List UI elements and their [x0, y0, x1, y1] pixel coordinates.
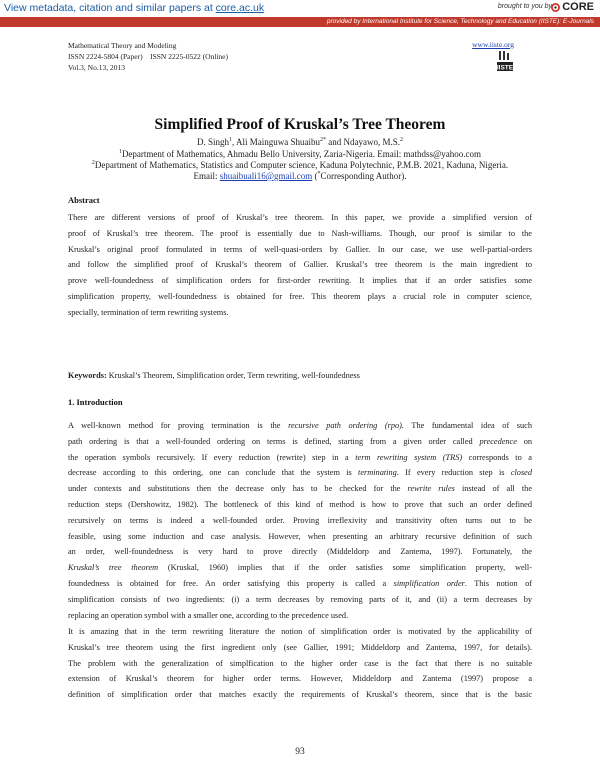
journal-name: Mathematical Theory and Modeling — [68, 41, 177, 50]
text-line — [68, 481, 532, 497]
text-segment: The fundamental idea of such — [403, 421, 532, 430]
core-banner-top — [0, 0, 600, 18]
author-3-sup: 2 — [400, 137, 403, 143]
text-segment: simplification consists of two ingredients: (i) a term decreases by removing parts of it, and (ii) a term decreases by — [68, 594, 532, 604]
author-2: , Ali Mainguwa Shuaibu — [232, 137, 320, 147]
provider-text: provided by International Institute for Science, Technology and Education (IISTE): E-Journals — [326, 18, 594, 25]
text-line: proof of Kruskal’s tree theorem. The proof is essentially due to Nash-williams. Though, our proof is similar to the — [68, 228, 532, 238]
text-line: simplification property, well-foundedness is obtained for free. This theorem plays a crucial role in computer science, — [68, 291, 532, 301]
journal-issn: ISSN 2224-5804 (Paper) ISSN 2225-0522 (Online) — [68, 52, 228, 61]
core-logo[interactable] — [551, 1, 594, 13]
text-segment: decrease according to this ordering, one can conclude that the system is — [68, 468, 359, 478]
keywords-line — [68, 371, 360, 380]
text-line: Kruskal’s original proof formulated in terms of well-quasi-orders by Gallier. In our case, we use well-partial-orders — [68, 244, 532, 254]
affiliation-1 — [0, 149, 600, 159]
text-segment: A well-known method for proving termination is the — [68, 421, 289, 430]
italic-term: closed — [510, 468, 533, 478]
text-line — [68, 465, 532, 481]
metadata-link[interactable] — [4, 2, 264, 14]
text-segment: recursively on terms is indeed a well-founded order. Proving irreflexivity and transitivity often turns out to be — [68, 515, 532, 525]
text-segment: . If every reduction step is — [396, 468, 511, 478]
text-line: extension of Kruskal’s theorem for higher order terms. However, Middeldorp and Zantema (1997) propose a — [68, 674, 532, 684]
provider-bar — [0, 17, 600, 27]
text-segment: (Kruskal, 1960) implies that if the order satisfies some simplification property, well- — [158, 563, 532, 573]
italic-term: term rewriting system (TRS) — [355, 452, 463, 462]
core-domain-link[interactable]: core.ac.uk — [215, 2, 265, 14]
text-segment: foundedness is obtained for free. An order satisfying this property is called a — [68, 578, 394, 588]
text-line — [68, 592, 532, 608]
affiliation-2-sup: 2 — [91, 160, 95, 166]
text-line — [68, 497, 532, 513]
text-line — [68, 434, 532, 450]
text-segment: instead of all the — [454, 484, 533, 494]
email-suffix-open: ( — [312, 171, 318, 181]
text-line — [68, 418, 532, 434]
email-prefix: Email: — [193, 171, 220, 181]
text-segment: on — [516, 436, 533, 446]
affiliation-2 — [0, 160, 600, 170]
authors-line — [0, 137, 600, 147]
text-line — [68, 544, 532, 560]
text-line: prove well-foundedness of simplification orders for first-order rewriting. It implies that if an order satisfies some — [68, 276, 532, 286]
text-segment: replacing an operation symbol with a smaller one, according to the precedence used. — [68, 610, 349, 620]
text-line: Kruskal’s tree theorem using the first ingredient only (see Gallier, 1991; Middeldorp and Zantema, 1997, for details). — [68, 642, 532, 652]
keywords-label: Keywords: — [68, 371, 107, 380]
text-line — [68, 513, 532, 529]
affiliation-1-text: Department of Mathematics, Ahmadu Bello University, Zaria-Nigeria. Email: mathdss@yahoo.com — [121, 149, 482, 159]
email-suffix-star: * — [317, 171, 321, 177]
core-logo-icon — [551, 3, 560, 12]
email-line — [0, 171, 600, 181]
text-line — [68, 608, 532, 624]
text-line — [68, 529, 532, 545]
introduction-paragraph-1 — [68, 418, 532, 623]
text-segment: reduction steps (Dershowitz, 1982). The bottleneck of this kind of method is how to prove that such an order defined — [68, 499, 532, 509]
affiliation-2-text: Department of Mathematics, Statistics and Computer science, Kaduna Polytechnic, P.M.B. 2021, Kaduna, Nigeria. — [94, 160, 509, 170]
email-link[interactable]: shuaibuali16@gmail.com — [219, 171, 313, 181]
iiste-logo-icon — [496, 50, 514, 72]
abstract-body — [68, 210, 532, 321]
core-banner — [0, 0, 600, 27]
email-suffix-close: Corresponding Author). — [320, 171, 407, 181]
text-segment: under contexts and substitutions then the decrease only has to be checked for the — [68, 484, 408, 494]
italic-term: Kruskal’s tree theorem — [68, 563, 159, 573]
text-line: specially, termination of term rewriting systems. — [68, 307, 229, 317]
paper-title: Simplified Proof of Kruskal’s Tree Theorem — [154, 116, 446, 133]
author-1-sup: 1 — [229, 137, 232, 143]
text-segment: feasible, using some induction and case analysis. However, when presenting an arbitrary recursive definition of such — [68, 531, 532, 541]
italic-term: recursive path ordering (rpo). — [288, 421, 404, 430]
core-brand-text: CORE — [562, 1, 594, 13]
text-line — [68, 450, 532, 466]
abstract-heading: Abstract — [68, 195, 100, 205]
text-line: and follow the simplified proof of Kruskal’s theorem of Gallier. Kruskal’s tree theorem is the main ingredient to — [68, 260, 532, 270]
introduction-heading: 1. Introduction — [68, 397, 123, 407]
affiliation-1-sup: 1 — [118, 149, 122, 155]
iiste-logo-text: IISTE — [496, 64, 514, 72]
text-segment: an order, well-foundedness is very hard to prove directly (Middeldorp and Zantema, 1997). Fortunately, the — [68, 547, 532, 557]
text-segment: corresponds to a — [462, 452, 532, 462]
brought-to-you-text: brought to you by — [497, 3, 552, 10]
text-line — [68, 560, 532, 576]
italic-term: terminating — [358, 468, 397, 478]
text-segment: . This notion of — [464, 578, 532, 588]
text-line: It is amazing that in the term rewriting literature the notion of simplification order is motivated by the applicability of — [68, 627, 532, 636]
author-1: D. Singh — [196, 137, 229, 147]
text-line: The problem with the generalization of simplfication to the higher order case is the fact that there is no suitable — [68, 658, 532, 668]
keywords-text: Kruskal’s Theorem, Simplification order, Term rewriting, well-foundedness — [106, 371, 360, 380]
metadata-link-text: View metadata, citation and similar papers at — [4, 2, 213, 14]
text-segment: the operation symbols recursively. If every reduction (rewrite) step in a — [68, 452, 356, 462]
text-line — [68, 576, 532, 592]
text-line: definition of simplification order that matches exactly the requirements of Kruskal’s theorem, since that is the basic — [68, 690, 532, 700]
text-line: There are different versions of proof of Kruskal’s tree theorem. In this paper, we provide a simplified version of — [68, 213, 532, 222]
author-3: and Ndayawo, M.S. — [326, 137, 400, 147]
italic-term: precedence — [479, 436, 517, 446]
page-number: 93 — [295, 747, 305, 757]
author-2-sup: 2* — [320, 137, 326, 143]
italic-term: simplification order — [393, 578, 465, 588]
journal-url-link[interactable]: www.iiste.org — [472, 40, 514, 49]
italic-term: rewrite rules — [407, 484, 455, 494]
text-segment: path ordering is that a well-founded ordering on terms is defined, starting from a given order called — [68, 436, 480, 446]
journal-volume: Vol.3, No.13, 2013 — [68, 63, 125, 72]
introduction-paragraph-2 — [68, 624, 532, 703]
